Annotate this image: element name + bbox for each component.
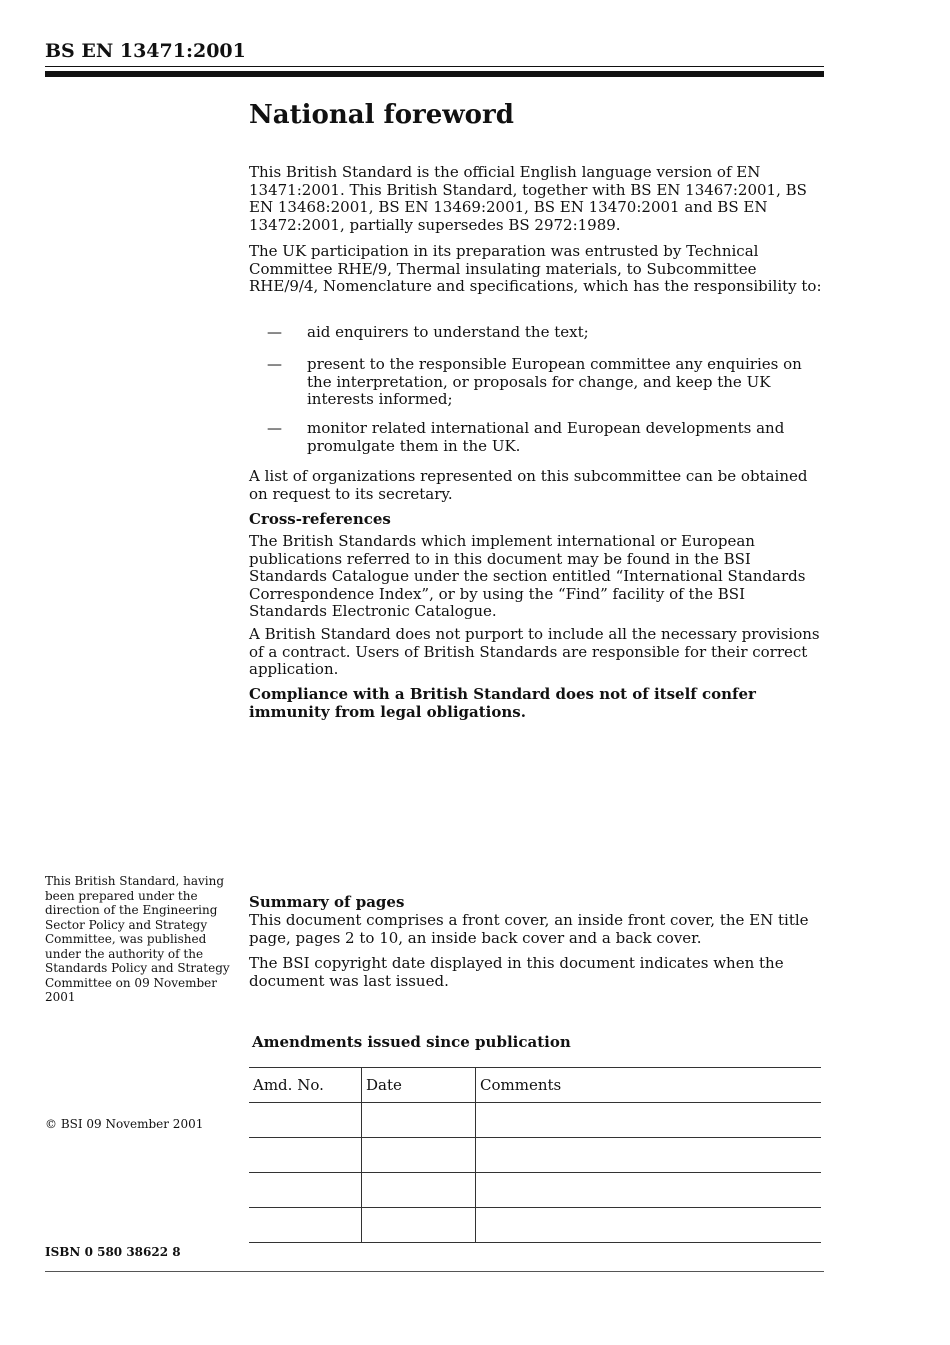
amendments-title: Amendments issued since publication [252,1033,571,1051]
column-header: Amd. No. [249,1068,362,1103]
table-row [249,1208,821,1243]
copyright-date-text: The BSI copyright date displayed in this document indicates when the document was last issued. [249,954,784,990]
table-cell [362,1138,476,1173]
document-code: BS EN 13471:2001 [45,40,246,62]
table-cell [362,1173,476,1208]
list-item-text: aid enquirers to understand the text; [307,323,589,341]
header-rule-thick [45,71,824,77]
table-cell [362,1103,476,1138]
table-cell [476,1208,822,1243]
provisions-paragraph [249,626,823,679]
dash-bullet: — [267,355,282,373]
amendments-table [249,1067,821,1243]
copyright-notice: © BSI 09 November 2001 [45,1117,204,1131]
table-cell [476,1103,822,1138]
publication-note: This British Standard, having been prepared under the direction of the Engineering Sector Policy and Strategy Committee, was published under the authority of the Standards Policy and Strategy Committee on 09 November 2001 [45,874,230,1004]
column-header: Date [362,1068,476,1103]
summary-text: This document comprises a front cover, an inside front cover, the EN title page, pages 2 to 10, an inside back cover and a back cover. [249,911,809,947]
list-item-text: present to the responsible European committee any enquiries on the interpretation, or proposals for change, and keep the UK interests informed; [307,355,802,409]
table-cell [249,1208,362,1243]
header-rule-thin [45,66,824,67]
table-cell [249,1103,362,1138]
table-row [249,1138,821,1173]
table-header-row [249,1068,821,1103]
column-header: Comments [476,1068,822,1103]
table-row [249,1103,821,1138]
page-title: National foreword [249,100,514,130]
isbn-number: ISBN 0 580 38622 8 [45,1245,181,1259]
cross-references-text: The British Standards which implement international or European publications referred to in this document may be found in the BSI Standards Catalogue under the section entitled “International Standards Correspondence Index”, or by using the “Find” facility of the BSI Standards Electronic Catalogue. [249,532,806,621]
table-cell [249,1173,362,1208]
participation-paragraph [249,243,823,296]
cross-references-paragraph [249,533,823,621]
footer-rule [45,1271,824,1272]
participation-text: The UK participation in its preparation was entrusted by Technical Committee RHE/9, Thermal insulating materials, to Subcommittee RHE/9/4, Nomenclature and specifications, which has the responsibility to: [249,242,822,296]
table-cell [476,1173,822,1208]
cross-references-heading: Cross-references [249,510,391,528]
copyright-date-paragraph [249,955,823,990]
organizations-text: A list of organizations represented on this subcommittee can be obtained on request to its secretary. [249,467,808,503]
organizations-paragraph [249,468,823,503]
provisions-text: A British Standard does not purport to include all the necessary provisions of a contract. Users of British Standards are responsible for their correct application. [249,625,820,679]
dash-bullet: — [267,323,282,341]
intro-text: This British Standard is the official English language version of EN 13471:2001. This British Standard, together with BS EN 13467:2001, BS EN 13468:2001, BS EN 13469:2001, BS EN 13470:2001 and BS EN 13472:2001, partially supersedes BS 2972:1989. [249,163,807,234]
summary-paragraph [249,912,823,947]
table-cell [249,1138,362,1173]
summary-heading: Summary of pages [249,893,405,911]
intro-paragraph [249,164,823,234]
list-item-text: monitor related international and European developments and promulgate them in the UK. [307,419,785,455]
dash-bullet: — [267,419,282,437]
table-cell [476,1138,822,1173]
table-cell [362,1208,476,1243]
table-row [249,1173,821,1208]
compliance-statement: Compliance with a British Standard does not of itself confer immunity from legal obligations. [249,685,756,721]
